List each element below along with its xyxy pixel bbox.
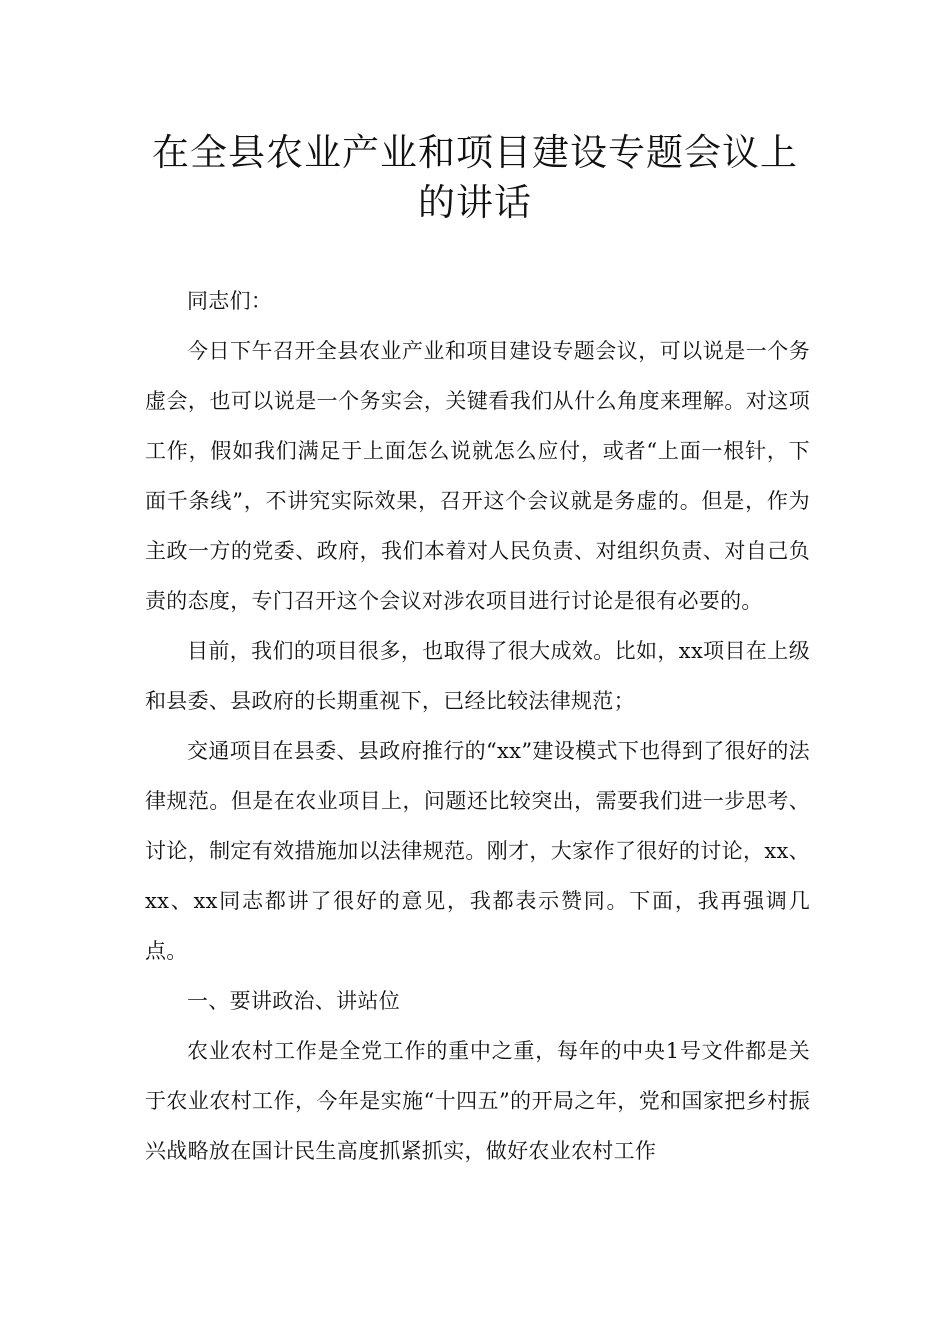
document-body [145,276,810,1176]
paragraph-intro: 今日下午召开全县农业产业和项目建设专题会议，可以说是一个务虚会，也可以说是一个务实会，关键看我们从什么角度来理解。对这项工作，假如我们满足于上面怎么说就怎么应付，或者“上面一根针，下面千条线”，不讲究实际效果，召开这个会议就是务虚的。但是，作为主政一方的党委、政府，我们本着对人民负责、对组织负责、对自己负责的态度，专门召开这个会议对涉农项目进行讨论是很有必要的。 [145,339,810,613]
document-title [140,128,810,228]
paragraph-transport: 交通项目在县委、县政府推行的“xx”建设模式下也得到了很好的法律规范。但是在农业项目上，问题还比较突出，需要我们进一步思考、讨论，制定有效措施加以法律规范。刚才，大家作了很好的讨论，xx、xx、xx同志都讲了很好的意见，我都表示赞同。下面，我再强调几点。 [145,739,810,963]
salutation: 同志们： [187,289,273,313]
title-line-2: 的讲话 [418,181,532,224]
paragraph-projects: 目前，我们的项目很多，也取得了很大成效。比如，xx项目在上级和县委、县政府的长期重视下，已经比较法律规范； [145,639,810,713]
section-heading-1: 一、要讲政治、讲站位 [187,989,400,1013]
paragraph-agriculture: 农业农村工作是全党工作的重中之重，每年的中央1号文件都是关于农业农村工作，今年是实施“十四五”的开局之年，党和国家把乡村振兴战略放在国计民生高度抓紧抓实，做好农业农村工作 [145,1039,810,1163]
title-line-1: 在全县农业产业和项目建设专题会议上 [152,131,798,174]
